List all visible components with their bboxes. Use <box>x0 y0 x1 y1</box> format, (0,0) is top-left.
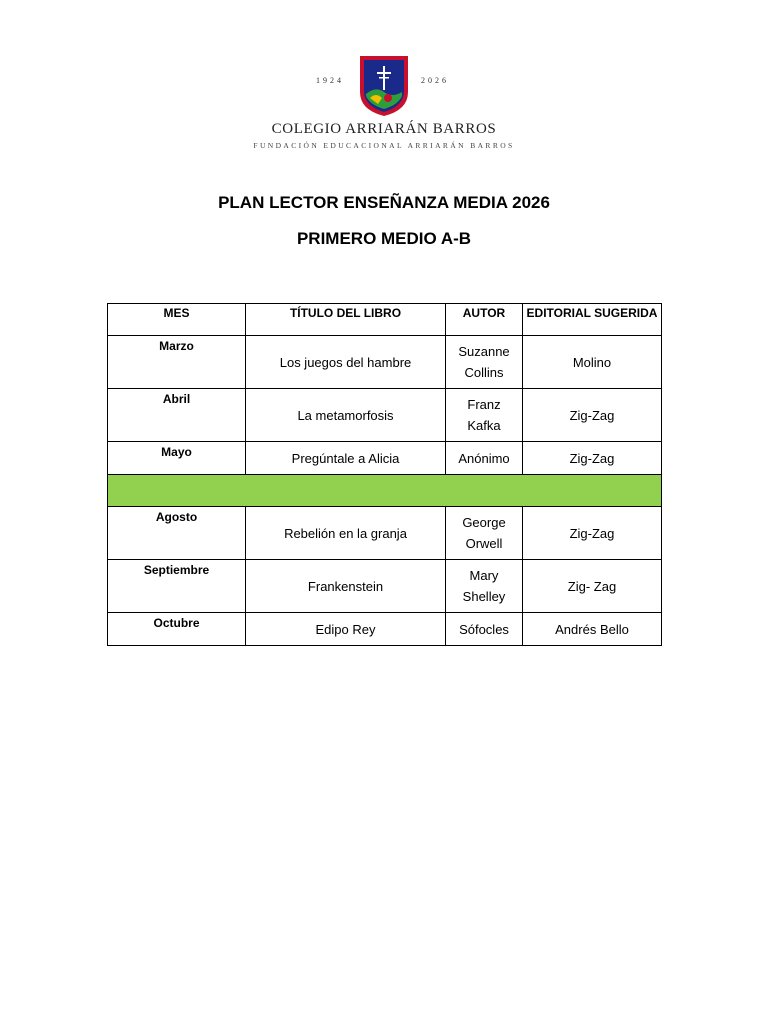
author-first-name: Franz <box>467 397 501 412</box>
vacation-break-cell <box>108 475 662 507</box>
publisher-cell: Zig-Zag <box>523 507 662 560</box>
founding-year: 1924 <box>316 76 344 85</box>
month-cell: Mayo <box>108 442 246 475</box>
publisher-cell: Molino <box>523 336 662 389</box>
school-crest-logo <box>358 52 410 118</box>
author-first-name: George <box>462 515 506 530</box>
book-title-cell: La metamorfosis <box>246 389 446 442</box>
table-header-row <box>108 304 662 336</box>
table-row <box>108 613 662 646</box>
current-year: 2026 <box>421 76 449 85</box>
author-cell: Anónimo <box>446 442 523 475</box>
author-cell: Sófocles <box>446 613 523 646</box>
publisher-cell: Zig-Zag <box>523 442 662 475</box>
book-title-cell: Los juegos del hambre <box>246 336 446 389</box>
book-title-cell: Rebelión en la granja <box>246 507 446 560</box>
month-cell: Agosto <box>108 507 246 560</box>
publisher-cell: Zig-Zag <box>523 389 662 442</box>
column-header-month: MES <box>108 304 246 336</box>
month-cell: Septiembre <box>108 560 246 613</box>
book-title-cell: Edipo Rey <box>246 613 446 646</box>
author-cell <box>446 560 523 613</box>
author-last-name: Orwell <box>465 536 503 551</box>
page-subtitle: PRIMERO MEDIO A-B <box>296 229 472 248</box>
table-row <box>108 442 662 475</box>
month-cell: Octubre <box>108 613 246 646</box>
publisher-cell: Andrés Bello <box>523 613 662 646</box>
foundation-name: FUNDACIÓN EDUCACIONAL ARRIARÁN BARROS <box>253 141 515 150</box>
column-header-book-title: TÍTULO DEL LIBRO <box>246 304 446 336</box>
author-last-name: Collins <box>464 365 504 380</box>
reading-plan-table <box>107 303 662 646</box>
table-row <box>108 336 662 389</box>
page-title: PLAN LECTOR ENSEÑANZA MEDIA 2026 <box>218 193 550 212</box>
table-row <box>108 507 662 560</box>
table-row <box>108 560 662 613</box>
book-title-cell: Pregúntale a Alicia <box>246 442 446 475</box>
publisher-cell: Zig- Zag <box>523 560 662 613</box>
vacation-break-row <box>108 475 662 507</box>
author-last-name: Kafka <box>467 418 501 433</box>
column-header-publisher: EDITORIAL SUGERIDA <box>523 304 662 336</box>
month-cell: Abril <box>108 389 246 442</box>
author-cell <box>446 507 523 560</box>
author-first-name: Mary <box>469 568 499 583</box>
author-last-name: Shelley <box>462 589 506 604</box>
author-first-name: Suzanne <box>458 344 510 359</box>
school-name: COLEGIO ARRIARÁN BARROS <box>271 121 497 137</box>
table-row <box>108 389 662 442</box>
book-title-cell: Frankenstein <box>246 560 446 613</box>
author-cell <box>446 389 523 442</box>
column-header-author: AUTOR <box>446 304 523 336</box>
month-cell: Marzo <box>108 336 246 389</box>
author-cell <box>446 336 523 389</box>
school-header <box>0 0 768 160</box>
